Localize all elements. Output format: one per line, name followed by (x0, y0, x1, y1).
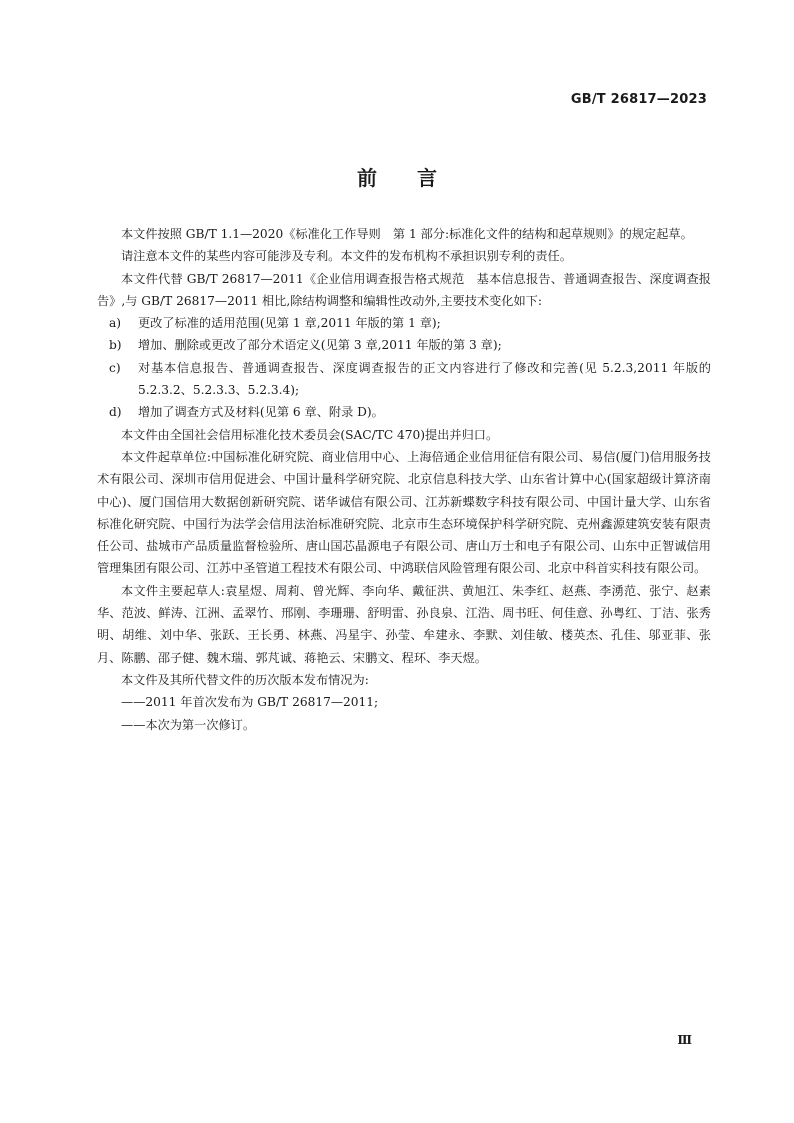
change-item-text: 对基本信息报告、普通调查报告、深度调查报告的正文内容进行了修改和完善(见 5.2.3,2011 年版的 5.2.3.2、5.2.3.3、5.2.3.4); (138, 360, 711, 398)
change-item-label: d) (109, 405, 122, 420)
history-item: ——2011 年首次发布为 GB/T 26817—2011; (121, 695, 379, 710)
paragraph-drafting-rules: 本文件按照 GB/T 1.1—2020《标准化工作导则 第 1 部分:标准化文件的结构和起草规则》的规定起草。 (121, 227, 693, 241)
foreword-body (97, 223, 711, 736)
change-item (97, 312, 711, 334)
page-title (0, 162, 794, 191)
paragraph-replacement: 本文件代替 GB/T 26817—2011《企业信用调查报告格式规范 基本信息报告、普通调查报告、深度调查报告》,与 GB/T 26817—2011 相比,除结构调整和编辑性改动外,主要技术变化如下: (97, 271, 711, 308)
paragraph-committee: 本文件由全国社会信用标准化技术委员会(SAC/TC 470)提出并归口。 (121, 427, 499, 442)
change-item-label: a) (109, 316, 122, 331)
change-item-label: b) (109, 338, 122, 353)
title-char-1: 前 (357, 166, 377, 190)
page-number: Ⅲ (677, 1033, 692, 1047)
change-item-text: 更改了标准的适用范围(见第 1 章,2011 年版的第 1 章); (138, 316, 441, 331)
standard-number: GB/T 26817—2023 (570, 92, 707, 107)
paragraph-drafting-units: 本文件起草单位:中国标准化研究院、商业信用中心、上海倍通企业信用征信有限公司、易信(厦门)信用服务技术有限公司、深圳市信用促进会、中国计量科学研究院、北京信息科技大学、山东省计算中心(国家超级计算济南中心)、厦门国信用大数据创新研究院、诺华诚信有限公司、江苏新蝶数字科技有限公司、中国计量大学、山东省标准化研究院、中国行为法学会信用法治标准研究院、北京市生态环境保护科学研究院、克州鑫源建筑安装有限责任公司、盐城市产品质量监督检验所、唐山国芯晶源电子有限公司、唐山万士和电子有限公司、山东中正智诚信用管理集团有限公司、江苏中圣管道工程技术有限公司、中鸿联信风险管理有限公司、北京中科首实科技有限公司。 (97, 449, 711, 576)
paragraph-patent-notice: 请注意本文件的某些内容可能涉及专利。本文件的发布机构不承担识别专利的责任。 (121, 249, 572, 264)
change-item-text: 增加了调查方式及材料(见第 6 章、附录 D)。 (138, 405, 384, 420)
history-item: ——本次为第一次修订。 (121, 717, 256, 732)
change-item (97, 357, 711, 402)
paragraph-drafters: 本文件主要起草人:袁星煜、周莉、曾光辉、李向华、戴征洪、黄旭江、朱李红、赵燕、李湧范、张宁、赵素华、范波、鲜涛、江洲、孟翠竹、邢刚、李珊珊、舒明雷、孙良泉、江浩、周书旺、何佳意、孙粤红、丁洁、张秀明、胡维、刘中华、张跃、王长勇、林燕、冯星宇、孙莹、牟建永、李默、刘佳敏、楼英杰、孔佳、邬亚菲、张月、陈鹏、邵子健、魏木瑞、郭芃诚、蒋艳云、宋鹏文、程环、李天煜。 (97, 583, 711, 665)
change-item-label: c) (109, 360, 121, 375)
change-item (97, 334, 711, 356)
title-char-2: 言 (417, 166, 437, 190)
change-item (97, 401, 711, 423)
change-item-text: 增加、删除或更改了部分术语定义(见第 3 章,2011 年版的第 3 章); (138, 338, 502, 353)
paragraph-version-history: 本文件及其所代替文件的历次版本发布情况为: (121, 672, 369, 687)
